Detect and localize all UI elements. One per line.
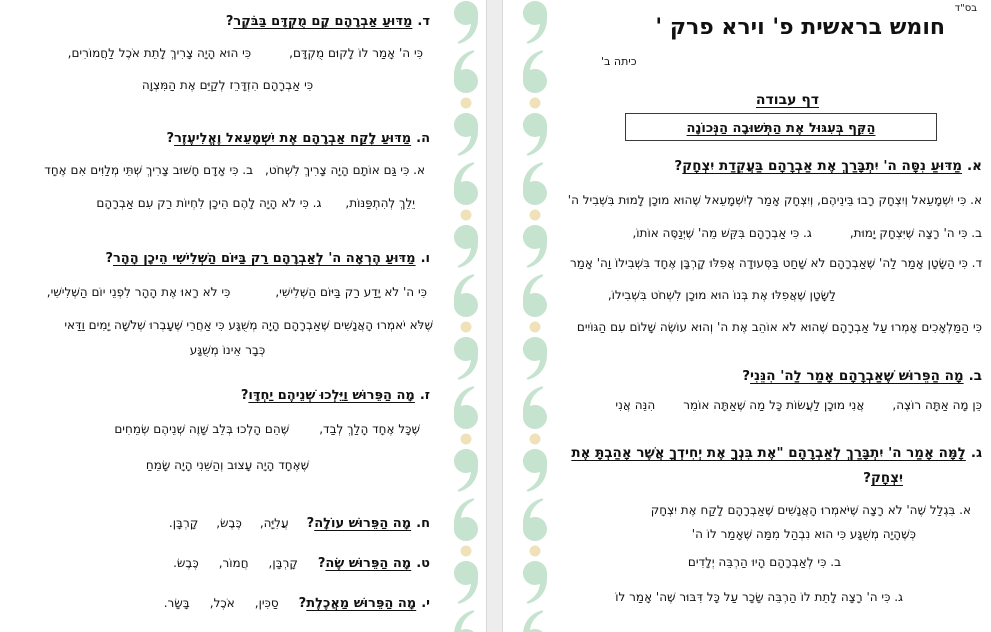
question-6-letter: ו. — [420, 251, 430, 266]
question-5-options-row — [44, 163, 425, 177]
question-2-letter: ב. — [968, 368, 982, 384]
question-9-letter: ט. — [416, 556, 430, 571]
question-1-answer: ד. כִּי הַשָּׂטָן אָמַר לַה' שֶׁאַבְרָהָם לֹא שָׁחַט בַּסְּעוּדָה אֲפִלּוּ קָרְבָּן אֶחָד בִּשְׁבִילוֹ וַה' אָמַר — [569, 256, 982, 270]
question-9-qmark: ? — [317, 556, 326, 571]
question-2-option: הִנֵּה אֲנִי — [615, 398, 656, 412]
question-3-qmark: ? — [863, 470, 871, 486]
question-6-text: מַדּוּעַ הֶרְאָה ה' לְאַבְרָהָם רַק בַּיּוֹם הַשְּׁלִישִׁי הֵיכָן הָהָר — [112, 251, 416, 266]
question-1-qmark: ? — [674, 158, 683, 174]
question-6-option: שֶׁלֹּא יֹאמְרוּ הָאֲנָשִׁים שֶׁאַבְרָהָם הָיָה מְשֻׁגָּע כִּי אַחֲרֵי שֶׁעָבְרוּ שְׁלֹשָׁה יָמִים וַדַּאי — [64, 318, 433, 332]
question-6-option: כִּי ה' לֹא יָדַע רַק בַּיּוֹם הַשְּׁלִישִׁי, — [275, 285, 427, 299]
question-1-answer: כִּי הַמַּלְאָכִים אָמְרוּ עַל אַבְרָהָם שֶׁהוּא לֹא אוֹהֵב אֶת ה' וְהוּא עוֹשֶׂה שָׁלוֹם עִם הַגּוֹיִים — [576, 320, 982, 334]
question-2-qmark: ? — [742, 368, 751, 384]
question-8-letter: ח. — [416, 516, 430, 531]
question-10-option: בָּשָׂר. — [163, 596, 190, 610]
question-5-options-row — [96, 196, 415, 210]
question-7-option: שֶׁכָּל אֶחָד הָלַךְ לְבַד, — [319, 422, 420, 436]
question-7-qmark: ? — [240, 388, 249, 403]
question-7-options-row — [114, 422, 420, 436]
question-9-option: כֶּבֶשׂ. — [173, 556, 199, 570]
question-3-answer: ב. כִּי לְאַבְרָהָם הָיוּ הַרְבֵּה יְלָדִים — [687, 555, 841, 569]
question-1-letter: א. — [967, 158, 982, 174]
question-5-option: יֵלֵךְ לְהִתְפַּנּוֹת, — [345, 196, 415, 210]
question-4-options-row — [68, 46, 423, 60]
question-1-answers-row — [632, 226, 982, 240]
question-5-text: מַדּוּעַ לָקַח אַבְרָהָם אֶת יִשְׁמָעֵאל וֶאֱלִיעֶזֶר — [174, 131, 412, 146]
question-8-row — [169, 516, 430, 531]
question-7-option: שֶׁאֶחָד הָיָה עָצוּב וְהַשֵּׁנִי הָיָה שָׂמֵחַ — [145, 458, 310, 472]
page-right — [556, 0, 991, 632]
page-divider — [486, 0, 503, 632]
question-4-letter: ד. — [417, 14, 430, 29]
question-1-answer: א. כִּי יִשְׁמָעֵאל וְיִצְחָק רָבוּ בֵּינֵיהֶם, וְיִצְחָק אָמַר לְיִשְׁמָעֵאל שֶׁהוּא מוּכָן לָמוּת בִּשְׁבִיל ה' — [567, 193, 982, 207]
question-1-answer: לַשָּׂטָן שֶׁאֲפִלּוּ אֶת בְּנוֹ הוּא מוּכָן לִשְׁחֹט בִּשְׁבִילוֹ, — [607, 288, 836, 302]
question-2-heading — [742, 368, 982, 384]
question-7-option: שֶׁהֵם הָלְכוּ בְּלֵב שָׁוֶה שְׁנֵיהֶם שְׂמֵחִים — [114, 422, 290, 436]
question-4-heading — [226, 14, 430, 29]
question-8-option: עֲלִיָּה, — [259, 516, 289, 530]
question-6-heading — [105, 251, 430, 266]
question-6-option: כְּבָר אֵינוֹ מְשֻׁגָּע — [189, 343, 266, 357]
question-5-qmark: ? — [166, 131, 175, 146]
question-5-option: ב. כִּי אָדָם חָשׁוּב צָרִיךְ שְׁתֵּי מְלַוִּים אִם אֶחָד — [44, 163, 254, 177]
question-4-qmark: ? — [225, 14, 234, 29]
question-9-option: קָרְבָּן, — [268, 556, 298, 570]
question-8-option: קָרְבָּן. — [168, 516, 199, 530]
question-3-text2: יִצְחָק — [870, 470, 903, 486]
question-6-option: כִּי לֹא רָאוּ אֶת הָהָר לִפְנֵי יוֹם הַשְּׁלִישִׁי, — [46, 285, 231, 299]
question-10-heading — [299, 596, 430, 611]
question-7-letter: ז. — [419, 388, 430, 403]
question-3-text: לָמָּה אָמַר ה' יִתְבָּרַךְ לְאַבְרָהָם "אֶת בִּנְךָ אֶת יְחִידְךָ אֲשֶׁר אָהַבְתָּ אֶת — [571, 445, 966, 461]
question-2-option: אֲנִי מוּכָן לַעֲשׂוֹת כָּל מַה שֶׁאַתָּה אוֹמֵר — [683, 398, 865, 412]
question-1-heading — [674, 158, 982, 174]
question-6-options-row — [47, 285, 427, 299]
question-2-option: כֵּן מָה אַתָּה רוֹצֶה, — [892, 398, 982, 412]
question-8-option: כֶּבֶשׂ, — [216, 516, 242, 530]
question-10-letter: י. — [421, 596, 430, 611]
question-3-heading — [571, 445, 982, 461]
question-10-option: אֹכֶל, — [209, 596, 235, 610]
question-5-option: ג. כִּי לֹא הָיָה לָהֶם הֵיכָן לִחְיוֹת רַק עִם אַבְרָהָם — [96, 196, 322, 210]
ornament-swirl-border-icon — [522, 0, 552, 632]
worksheet-label: דף עבודה — [755, 92, 819, 108]
question-9-text: מָה הַפֵּרוּשׁ שֶׂה — [325, 556, 412, 571]
question-3-answer: ג. כִּי ה' רָצָה לָתֵת לוֹ הַרְבֵּה שָׂכָר עַל כָּל דִּבּוּר שֶׁה' אָמַר לוֹ — [615, 590, 903, 604]
question-1-text: מַדּוּעַ נִסָּה ה' יִתְבָּרַךְ אֶת אַבְרָהָם בַּעֲקֵדַת יִצְחָק — [682, 158, 963, 174]
question-8-text: מָה הַפֵּרוּשׁ עוֹלָה — [314, 516, 412, 531]
question-3-answer: א. בִּגְלַל שֶׁה' לֹא רָצָה שֶׁיֹּאמְרוּ הָאֲנָשִׁים שֶׁאַבְרָהָם לָקַח אֶת יִצְחָק — [650, 503, 971, 517]
question-10-option: סַכִּין, — [254, 596, 279, 610]
question-4-option: כִּי אַבְרָהָם הִזְדָּרֵז לְקַיֵּם אֶת הַמִּצְוָה — [141, 78, 314, 92]
page-title: חומש בראשית פ' וירא פרק ' — [655, 15, 945, 40]
question-4-text: מַדּוּעַ אַבְרָהָם קָם מֻקְדָּם בַּבֹּקֶר — [233, 14, 413, 29]
question-6-qmark: ? — [105, 251, 113, 266]
question-7-text: מָה הַפֵּרוּשׁ וַיֵּלְכוּ שְׁנֵיהֶם יַחְדָּו — [248, 388, 415, 403]
question-3-answer: כְּשֶׁהָיָה מְשֻׁגָּע כִּי הוּא נִבְהַל מִמַּה שֶׁאָמַר לוֹ ה' — [691, 527, 916, 541]
question-8-heading — [307, 516, 430, 531]
question-9-option: חֲמוֹר, — [218, 556, 249, 570]
question-4-option: כִּי ה' אָמַר לוֹ לָקוּם מֻקְדָּם, — [289, 46, 423, 60]
question-8-qmark: ? — [306, 516, 315, 531]
question-10-text: מָה הַפֵּרוּשׁ מַאֲכֶלֶת — [306, 596, 417, 611]
question-10-row — [164, 596, 430, 611]
class-label: כיתה ב' — [601, 55, 637, 68]
question-9-heading — [318, 556, 430, 571]
question-5-letter: ה. — [416, 131, 430, 146]
question-1-answer: ג. כִּי אַבְרָהָם בִּקֵּשׁ מֵה' שֶׁיְּנַסֶּה אוֹתוֹ, — [632, 226, 812, 240]
bsd-header: בס"ד — [954, 3, 977, 14]
question-4-option: כִּי הוּא הָיָה צָרִיךְ לָתֵת אֹכֶל לַחֲמוֹרִים, — [67, 46, 252, 60]
question-7-heading — [241, 388, 430, 403]
question-10-qmark: ? — [298, 596, 307, 611]
question-9-row — [173, 556, 430, 571]
question-5-option: א. כִּי גַּם אוֹתָם הָיָה צָרִיךְ לִשְׁחֹט, — [265, 163, 425, 177]
page-left — [0, 0, 455, 632]
question-2-options-row — [615, 398, 982, 412]
question-3-heading-line2 — [863, 470, 903, 486]
question-1-answer: ב. כִּי ה' רָצָה שֶׁיִּצְחָק יָמוּת, — [849, 226, 982, 240]
question-3-letter: ג. — [970, 445, 982, 461]
instruction-box — [625, 113, 937, 141]
ornament-swirl-border-icon — [453, 0, 479, 632]
question-5-heading — [167, 131, 430, 146]
question-2-text: מָה הַפֵּרוּשׁ שֶׁאַבְרָהָם אָמַר לַה' הִנֵּנִי — [750, 368, 964, 384]
instruction-text: הַקֵּף בְּעִגּוּל אֶת הַתְּשׁוּבָה הַנְּכוֹנָה — [686, 121, 876, 136]
